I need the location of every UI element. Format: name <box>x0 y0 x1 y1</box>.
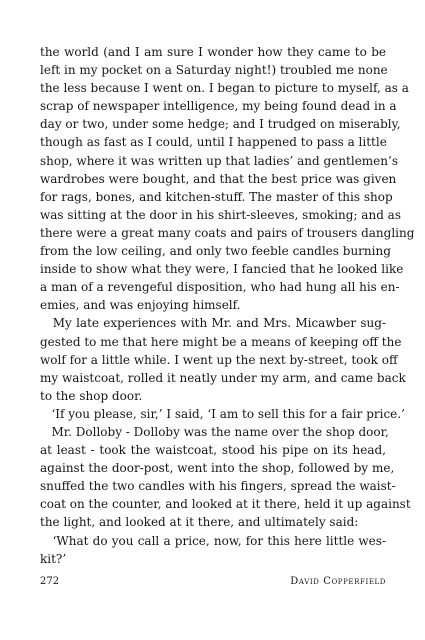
text-line: inside to show what they were, I fancied that he looked like <box>40 262 404 277</box>
text-line: wolf for a little while. I went up the next by-street, took off <box>40 352 398 367</box>
text-line: day or two, under some hedge; and I trudged on miserably, <box>40 117 401 132</box>
text-line: left in my pocket on a Saturday night!) troubled me none <box>40 63 388 78</box>
text-line: at least - took the waistcoat, stood his pipe on its head, <box>40 443 386 458</box>
text-line: to the shop door. <box>40 388 143 403</box>
text-line: though as fast as I could, until I happened to pass a little <box>40 135 387 150</box>
paragraph-first-line: ‘What do you call a price, now, for this here little wes- <box>40 533 386 548</box>
text-line: against the door-post, went into the shop, followed by me, <box>40 461 395 476</box>
page-number: 272 <box>40 576 60 587</box>
text-line: the light, and looked at it there, and ultimately said: <box>40 515 359 530</box>
text-line: snuffed the two candles with his fingers, spread the waist- <box>40 479 396 494</box>
text-line: wardrobes were bought, and that the best price was given <box>40 171 397 186</box>
text-line: there were a great many coats and pairs of trousers dangling <box>40 225 415 240</box>
text-line: my waistcoat, rolled it neatly under my arm, and came back <box>40 370 406 385</box>
text-line: shop, where it was written up that ladies’ and gentlemen’s <box>40 153 398 168</box>
text-line: emies, and was enjoying himself. <box>40 298 241 313</box>
paragraph-first-line: ‘If you please, sir,’ I said, ‘I am to sell this for a fair price.’ <box>40 406 405 421</box>
text-line: a man of a revengeful disposition, who had hung all his en- <box>40 280 400 295</box>
text-line: the world (and I am sure I wonder how they came to be <box>40 45 386 59</box>
text-line: was sitting at the door in his shirt-sleeves, smoking; and as <box>40 207 401 222</box>
text-line: coat on the counter, and looked at it there, held it up against <box>40 497 411 512</box>
text-line: from the low ceiling, and only two feeble candles burning <box>40 244 391 259</box>
text-line: kit?’ <box>40 551 67 566</box>
running-head: David Copperfield <box>290 576 386 587</box>
text-line: for rags, bones, and kitchen-stuff. The master of this shop <box>40 189 393 204</box>
body-text <box>40 43 415 568</box>
text-line: scrap of newspaper intelligence, my being found dead in a <box>40 99 397 114</box>
text-line: the less because I went on. I began to picture to myself, as a <box>40 81 409 96</box>
paragraph-first-line: My late experiences with Mr. and Mrs. Micawber sug- <box>40 316 386 331</box>
text-line: gested to me that here might be a means of keeping off the <box>40 334 402 349</box>
paragraph-first-line: Mr. Dolloby - Dolloby was the name over the shop door, <box>40 424 389 439</box>
